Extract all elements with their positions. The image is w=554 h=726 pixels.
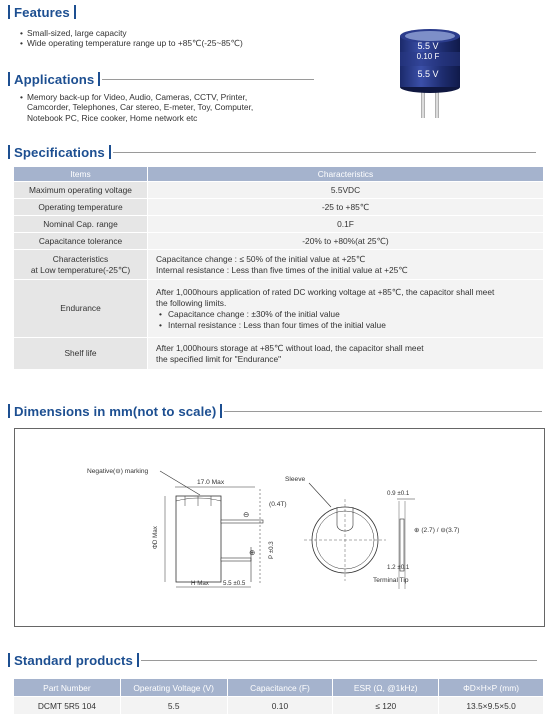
spec-value-line: Capacitance change : ≤ 50% of the initial value at +25℃ xyxy=(156,253,366,264)
spec-value-line: Internal resistance : Less than five times of the initial value at +25℃ xyxy=(156,264,408,275)
height-label: H Max xyxy=(191,580,209,587)
table-row xyxy=(14,216,544,233)
spec-item: Endurance xyxy=(14,280,148,338)
col-header-items: Items xyxy=(14,167,148,182)
specifications-heading xyxy=(8,143,536,161)
table-row xyxy=(14,697,544,715)
plus-sign: ⊕ xyxy=(249,548,256,557)
table-header-row xyxy=(14,679,544,697)
applications-title: Applications xyxy=(14,71,95,87)
marking-leader xyxy=(160,471,200,495)
spec-value: -25 to +85℃ xyxy=(148,199,544,216)
spec-value-line: After 1,000hours storage at +85℃ without load, the capacitor shall meet xyxy=(156,342,424,353)
spec-item: Maximum operating voltage xyxy=(14,182,148,199)
table-row xyxy=(14,182,544,199)
pitch-label: P ±0.3 xyxy=(268,541,275,559)
capacitor-product-image xyxy=(390,26,470,124)
dimensions-title: Dimensions in mm(not to scale) xyxy=(14,403,217,419)
spec-value: -20% to +80%(at 25℃) xyxy=(148,233,544,250)
heading-bar xyxy=(8,145,10,159)
col-header: Part Number xyxy=(14,679,121,697)
negative-marking-label: Negative(⊖) marking xyxy=(87,468,149,475)
spec-value xyxy=(148,250,544,280)
capacitor-label-capacitance: 0.10 F xyxy=(416,52,440,61)
table-cell: DCMT 5R5 104 xyxy=(14,697,121,715)
table-cell: 13.5×9.5×5.0 xyxy=(439,697,544,715)
dimension-drawing xyxy=(14,428,545,627)
spec-item-line: at Low temperature(-25℃) xyxy=(30,264,131,275)
specifications-table xyxy=(13,166,544,370)
table-row xyxy=(14,280,544,338)
heading-rule xyxy=(113,152,536,153)
col-header: Operating Voltage (V) xyxy=(120,679,227,697)
table-row xyxy=(14,199,544,216)
table-row xyxy=(14,233,544,250)
terminal-thickness-label: 1.2 ±0.1 xyxy=(387,564,410,571)
col-header: ΦD×H×P (mm) xyxy=(439,679,544,697)
spec-value-line: the specified limit for "Endurance" xyxy=(156,353,282,364)
standard-products-heading xyxy=(8,651,537,669)
spec-value xyxy=(148,338,544,370)
list-item: • Wide operating temperature range up to +85℃(-25~85℃) xyxy=(20,38,243,48)
table-row xyxy=(14,338,544,370)
capacitor-label-voltage: 5.5 V xyxy=(417,41,439,51)
spec-value-subitem: • Internal resistance : Less than four times of the initial value xyxy=(156,320,537,331)
terminal-tip-label: Terminal Tip xyxy=(373,577,409,584)
col-header: ESR (Ω, @1kHz) xyxy=(333,679,439,697)
standard-products-table xyxy=(13,678,544,715)
spec-item-line: Characteristics xyxy=(52,253,109,264)
features-title: Features xyxy=(14,4,70,20)
spec-item: Operating temperature xyxy=(14,199,148,216)
heading-bar xyxy=(74,5,76,19)
standard-products-title: Standard products xyxy=(14,652,133,668)
sleeve-leader xyxy=(309,483,331,507)
capacitor-body-side xyxy=(176,496,221,582)
minus-sign: ⊖ xyxy=(243,510,250,519)
heading-bar xyxy=(220,404,222,418)
spec-value: 5.5VDC xyxy=(148,182,544,199)
heading-rule xyxy=(102,79,314,80)
heading-bar xyxy=(8,404,10,418)
spec-item: Nominal Cap. range xyxy=(14,216,148,233)
applications-heading xyxy=(8,70,314,88)
table-cell: 5.5 xyxy=(120,697,227,715)
heading-rule xyxy=(141,660,537,661)
diameter-label: ΦD Max xyxy=(152,526,159,549)
applications-line: Notebook PC, Rice cooker, Home network etc xyxy=(27,112,198,123)
spec-item: Shelf life xyxy=(14,338,148,370)
list-item: • Small-sized, large capacity xyxy=(20,28,243,38)
table-cell: ≤ 120 xyxy=(333,697,439,715)
heading-bar xyxy=(8,653,10,667)
features-heading xyxy=(8,3,76,21)
lead-length-label: 5.5 ±0.5 xyxy=(223,580,246,587)
applications-line: Camcorder, Telephones, Car stereo, E-meter, Toy, Computer, xyxy=(27,102,254,113)
terminal-width-label: 0.9 ±0.1 xyxy=(387,490,410,497)
heading-bar xyxy=(109,145,111,159)
capacitor-label-voltage-2: 5.5 V xyxy=(417,69,439,79)
spec-item xyxy=(14,250,148,280)
dimensions-heading xyxy=(8,402,542,420)
features-list xyxy=(20,28,243,49)
table-header-row xyxy=(14,167,544,182)
heading-bar xyxy=(8,5,10,19)
list-item xyxy=(20,92,253,123)
table-row xyxy=(14,250,544,280)
spec-value-line: After 1,000hours application of rated DC working voltage at +85℃, the capacitor shall meet xyxy=(156,286,495,297)
heading-rule xyxy=(224,411,542,412)
heading-bar xyxy=(98,72,100,86)
terminal-offsets-label: ⊕ (2.7) / ⊖(3.7) xyxy=(414,527,460,534)
lead-thickness-label: (0.4T) xyxy=(269,501,287,508)
dimension-diagram xyxy=(15,429,544,626)
applications-list xyxy=(20,92,253,123)
table-cell: 0.10 xyxy=(227,697,333,715)
heading-bar xyxy=(8,72,10,86)
col-header: Capacitance (F) xyxy=(227,679,333,697)
width-label: 17.0 Max xyxy=(197,479,225,486)
lead-minus xyxy=(221,520,263,523)
heading-bar xyxy=(137,653,139,667)
specifications-title: Specifications xyxy=(14,144,105,160)
spec-value: 0.1F xyxy=(148,216,544,233)
lead-plus xyxy=(221,558,251,561)
spec-value-subitem: • Capacitance change : ±30% of the initial value xyxy=(156,309,537,320)
spec-item: Capacitance tolerance xyxy=(14,233,148,250)
spec-value-line: the following limits. xyxy=(156,297,227,308)
spec-value xyxy=(148,280,544,338)
sleeve-label: Sleeve xyxy=(285,476,306,483)
applications-line: Memory back-up for Video, Audio, Cameras, CCTV, Printer, xyxy=(27,92,248,102)
col-header-characteristics: Characteristics xyxy=(148,167,544,182)
